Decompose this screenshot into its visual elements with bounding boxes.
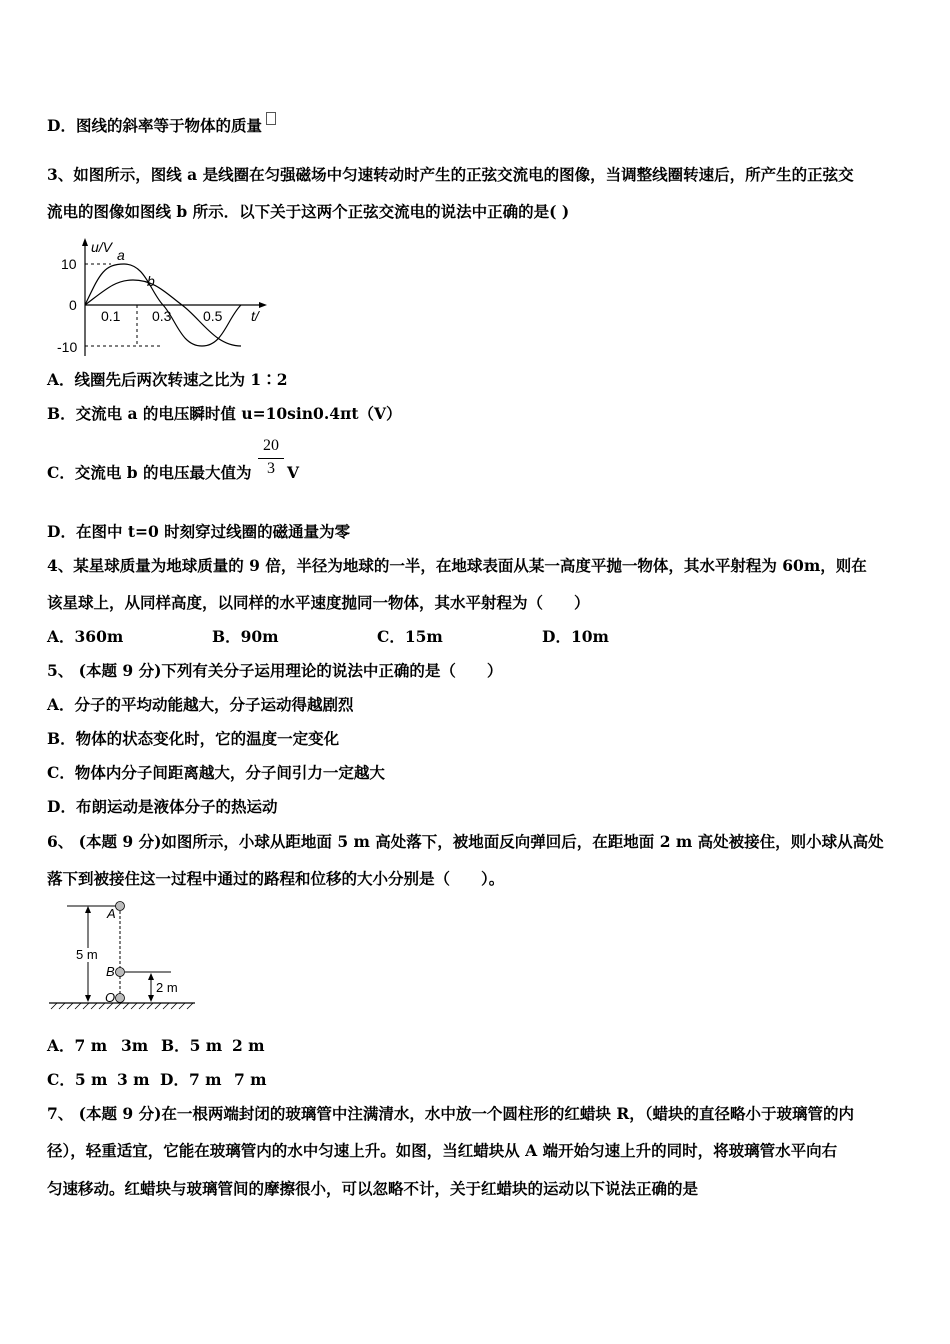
q6-option-b: B．5 m: [161, 1036, 223, 1055]
q4-option-b: B．90m: [212, 627, 279, 646]
missing-glyph-icon: [266, 112, 276, 125]
q4-stem-line2: 该星球上，从同样高度，以同样的水平速度抛同一物体，其水平射程为（ ）: [47, 593, 590, 612]
x-axis-arrow-icon: [259, 302, 267, 308]
q3-option-c-unit: V: [287, 463, 300, 482]
q6-option-d: D．7 m: [160, 1070, 222, 1089]
q4-options: [47, 627, 907, 647]
q5-stem: 5、 (本题 9 分)下列有关分子运用理论的说法中正确的是（ ）: [47, 661, 503, 680]
label-o: O: [105, 990, 116, 1005]
height-2m: 2 m: [156, 980, 178, 995]
q7-stem-line2: 径），轻重适宜，它能在玻璃管内的水中匀速上升。如图，当红蜡块从 A 端开始匀速上升的同时，将玻璃管水平向右: [47, 1141, 838, 1160]
y-axis-label: u/V: [91, 239, 113, 255]
y-tick-neg10: -10: [57, 339, 78, 355]
q6-option-b-disp: 2 m: [232, 1036, 265, 1055]
q6-option-a-disp: 3m: [121, 1036, 149, 1055]
fraction-bar: [258, 458, 284, 459]
q3-option-c: [47, 463, 251, 483]
q3-option-a: A．线圈先后两次转速之比为 1∶2: [47, 370, 288, 389]
q6-option-a: A．7 m: [47, 1036, 108, 1055]
q4-stem-line1: 4、某星球质量为地球质量的 9 倍，半径为地球的一半，在地球表面从某一高度平抛一物体，其水平射程为 60m，则在: [47, 556, 867, 575]
q7-stem-line1: 7、 (本题 9 分)在一根两端封闭的玻璃管中注满清水，水中放一个圆柱形的红蜡块 R，（蜡块的直径略小于玻璃管的内: [47, 1104, 854, 1123]
q6-option-c: C．5 m: [47, 1070, 108, 1089]
fraction-denominator: 3: [267, 460, 275, 477]
height-5m: 5 m: [76, 947, 98, 962]
x-axis-label: t/: [251, 308, 259, 324]
curve-b-label: b: [147, 273, 155, 289]
ball-o: [116, 994, 125, 1003]
q6-options-row2: [47, 1070, 347, 1090]
q6-stem-line2: 落下到被接住这一过程中通过的路程和位移的大小分别是（ ）。: [47, 869, 505, 888]
label-b: B: [106, 964, 115, 979]
ball-b: [116, 968, 125, 977]
q6-stem-line1: 6、 (本题 9 分)如图所示，小球从距地面 5 m 高处落下，被地面反向弹回后，在距地面 2 m 高处被接住，则小球从高处: [47, 832, 884, 851]
q3-option-d: D．在图中 t=0 时刻穿过线圈的磁通量为零: [47, 522, 351, 541]
q5-option-c: C．物体内分子间距离越大，分子间引力一定越大: [47, 763, 385, 782]
x-tick-0.3: 0.3: [152, 308, 172, 324]
q4-option-a: A．360m: [47, 627, 124, 646]
q2-option-d-text: D．图线的斜率等于物体的质量: [47, 116, 262, 135]
ball-a: [116, 902, 125, 911]
y-axis-arrow-icon: [82, 238, 88, 246]
y-tick-0: 0: [69, 297, 77, 313]
q6-ball-figure: [45, 898, 200, 1010]
x-tick-0.1: 0.1: [101, 308, 121, 324]
q4-option-d: D．10m: [542, 627, 609, 646]
fraction-numerator: 20: [263, 437, 279, 454]
arrow-down-icon: [85, 995, 91, 1002]
q3-option-b: B．交流电 a 的电压瞬时值 u=10sin0.4πt（V）: [47, 404, 402, 423]
q3-stem-line2: 流电的图像如图线 b 所示．以下关于这两个正弦交流电的说法中正确的是( ): [47, 202, 570, 221]
q5-option-b: B．物体的状态变化时，它的温度一定变化: [47, 729, 340, 748]
q3-option-c-fraction: [258, 437, 284, 478]
q5-option-d: D．布朗运动是液体分子的热运动: [47, 797, 278, 816]
q6-options-row1: [47, 1036, 347, 1056]
q5-option-a: A．分子的平均动能越大，分子运动得越剧烈: [47, 695, 354, 714]
curve-a-label: a: [117, 247, 125, 263]
q6-option-d-disp: 7 m: [234, 1070, 267, 1089]
arrow-up-icon: [85, 906, 91, 913]
y-tick-10: 10: [61, 256, 77, 272]
q4-option-c: C．15m: [377, 627, 443, 646]
x-tick-0.5: 0.5: [203, 308, 223, 324]
q7-stem-line3: 匀速移动。红蜡块与玻璃管间的摩擦很小，可以忽略不计，关于红蜡块的运动以下说法正确的是: [47, 1179, 699, 1198]
q3-option-c-prefix: C．交流电 b 的电压最大值为: [47, 463, 252, 482]
q2-option-d: [47, 116, 276, 136]
label-a: A: [107, 906, 116, 921]
q3-sine-graph: [55, 236, 275, 361]
q3-stem-line1: 3、如图所示，图线 a 是线圈在匀强磁场中匀速转动时产生的正弦交流电的图像，当调整线圈转速后，所产生的正弦交: [47, 165, 854, 184]
q6-option-c-disp: 3 m: [117, 1070, 150, 1089]
